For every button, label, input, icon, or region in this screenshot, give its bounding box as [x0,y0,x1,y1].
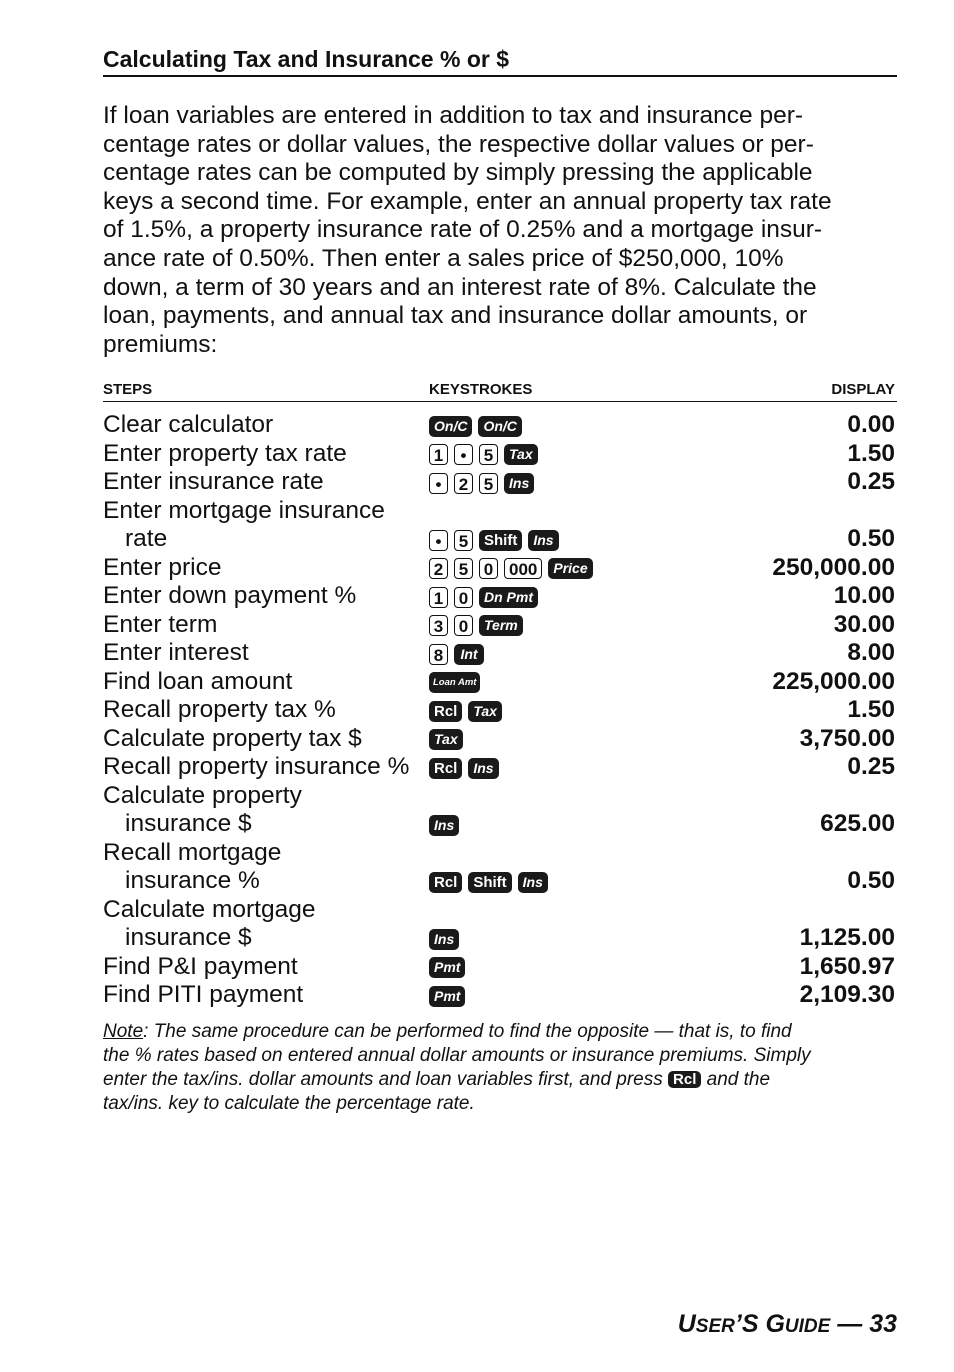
section-title: Calculating Tax and Insurance % or $ [103,44,897,77]
keystrokes [429,929,459,950]
header-keystrokes: KEYSTROKES [429,381,533,398]
step-text: Find P&I payment [103,952,298,980]
step-label [103,839,281,896]
key-0-icon: 0 [479,558,498,579]
steps-table [103,411,897,1010]
key-0-icon: 0 [454,587,473,608]
key-2-icon: 2 [429,558,448,579]
intro-line: centage rates can be computed by simply pressing the applicable [103,159,813,187]
keystrokes [429,758,499,779]
key-decimal-icon: • [454,444,473,465]
keystrokes [429,986,465,1007]
display-value: 8.00 [847,639,895,666]
keystrokes [429,587,538,608]
key-0-icon: 0 [454,615,473,636]
display-value: 0.25 [847,468,895,495]
keystrokes [429,615,523,636]
display-value: 30.00 [833,610,895,638]
step-text: insurance % [125,867,260,894]
intro-line: centage rates or dollar values, the respective dollar values or per- [103,130,814,158]
keystrokes [429,957,465,978]
step-label [103,611,217,640]
table-header [103,378,897,402]
table-row [103,497,897,554]
key-term-icon: Term [479,615,523,636]
step-text: Clear calculator [103,411,274,438]
step-label [103,981,303,1010]
step-text: Enter down payment % [103,582,357,609]
key-int-icon: Int [454,644,484,665]
note-line-2: the % rates based on entered annual dollar amounts or insurance premiums. Simply [103,1045,811,1066]
key-ins-icon: Ins [518,872,548,893]
header-steps: STEPS [103,381,153,398]
step-text: insurance $ [125,924,252,951]
key-loan-amt-icon: Loan Amt [429,672,480,693]
step-text: rate [125,525,168,552]
step-label [103,639,249,668]
display-value: 1.50 [847,696,895,723]
step-label [103,554,221,583]
table-row [103,782,897,839]
intro-line: keys a second time. For example, enter an annual property tax rate [103,187,832,215]
table-row [103,639,897,668]
table-row [103,753,897,782]
note-label: Note [103,1021,144,1042]
intro-paragraph [103,102,897,359]
keystrokes [429,729,463,750]
display-value: 0.00 [847,411,895,438]
key-tax-icon: Tax [429,729,463,750]
display-value: 0.50 [847,525,895,552]
intro-line: If loan variables are entered in addition to tax and insurance per- [103,102,804,129]
note-line-4: tax/ins. key to calculate the percentage rate. [103,1093,475,1114]
display-value: 0.25 [847,753,895,780]
step-label [103,725,362,754]
key-000-icon: 000 [504,558,542,579]
display-value: 0.50 [847,867,895,894]
key-ins-icon: Ins [528,530,558,551]
page-footer: USER’S GUIDE — 33 [677,1310,897,1338]
table-row [103,981,897,1010]
display-value: 1,650.97 [799,952,895,980]
step-text: Calculate mortgage [103,895,316,923]
table-row [103,839,897,896]
table-row [103,554,897,583]
key-pmt-icon: Pmt [429,957,465,978]
rcl-key-icon: Rcl [668,1071,701,1088]
keystrokes [429,872,548,893]
step-label [103,497,385,554]
key-rcl-icon: Rcl [429,758,462,779]
table-row [103,953,897,982]
display-value: 225,000.00 [772,667,895,695]
step-text: Find loan amount [103,667,293,695]
table-row [103,696,897,725]
key-5-icon: 5 [454,558,473,579]
keystrokes [429,672,480,693]
keystrokes [429,558,593,579]
display-value: 625.00 [820,810,895,837]
step-text: Enter property tax rate [103,439,347,467]
note-paragraph [103,1020,897,1116]
step-text: Recall property tax % [103,696,336,723]
keystrokes [429,644,484,665]
intro-line: ance rate of 0.50%. Then enter a sales price of $250,000, 10% [103,244,784,272]
step-text: Calculate property [103,781,302,809]
table-row [103,411,897,440]
key-ins-icon: Ins [468,758,498,779]
table-row [103,582,897,611]
key-decimal-icon: • [429,530,448,551]
step-text: Enter insurance rate [103,468,324,495]
key-5-icon: 5 [479,444,498,465]
step-label [103,582,356,611]
key-shift-icon: Shift [468,872,511,893]
keystrokes [429,444,538,465]
step-text: Find PITI payment [103,981,304,1008]
step-label [103,782,302,839]
key-pmt-icon: Pmt [429,986,465,1007]
step-text: Enter mortgage insurance [103,496,385,524]
key-ins-icon: Ins [429,929,459,950]
key-2-icon: 2 [454,473,473,494]
table-row [103,725,897,754]
key-ins-icon: Ins [429,815,459,836]
display-value: 250,000.00 [772,553,895,581]
key-shift-icon: Shift [479,530,522,551]
header-display: DISPLAY [831,381,895,398]
key-5-icon: 5 [454,530,473,551]
key-8-icon: 8 [429,644,448,665]
table-row [103,896,897,953]
step-text: Recall property insurance % [103,753,410,780]
keystrokes [429,530,559,551]
intro-line: loan, payments, and annual tax and insurance dollar amounts, or [103,302,808,330]
step-text: Enter price [103,553,222,581]
table-row [103,611,897,640]
step-text: Calculate property tax $ [103,724,362,752]
note-line-3: enter the tax/ins. dollar amounts and loan variables first, and press [103,1069,663,1090]
key-1-icon: 1 [429,587,448,608]
step-label [103,411,273,440]
step-label [103,440,347,469]
step-text: Enter interest [103,639,249,666]
display-value: 1.50 [847,439,895,467]
note-line-3-end: and the [706,1069,771,1090]
note-line-1: : The same procedure can be performed to find the opposite — that is, to find [143,1021,792,1042]
key-tax-icon: Tax [504,444,538,465]
table-row [103,668,897,697]
key-decimal-icon: • [429,473,448,494]
step-label [103,468,324,497]
step-text: insurance $ [125,810,252,837]
key-rcl-icon: Rcl [429,872,462,893]
keystrokes [429,815,459,836]
table-row [103,440,897,469]
display-value: 2,109.30 [799,981,895,1008]
key-on-c-icon: On/C [478,416,521,437]
display-value: 3,750.00 [799,724,895,752]
key-5-icon: 5 [479,473,498,494]
key-price-icon: Price [548,558,592,579]
key-tax-icon: Tax [468,701,502,722]
intro-line: down, a term of 30 years and an interest rate of 8%. Calculate the [103,273,817,301]
step-text: Enter term [103,610,218,638]
keystrokes [429,416,522,437]
step-label [103,668,292,697]
intro-line: of 1.5%, a property insurance rate of 0.25% and a mortgage insur- [103,216,823,244]
key-rcl-icon: Rcl [429,701,462,722]
key-ins-icon: Ins [504,473,534,494]
keystrokes [429,473,534,494]
table-row [103,468,897,497]
step-label [103,953,298,982]
step-label [103,696,336,725]
keystrokes [429,701,502,722]
key-dn-pmt-icon: Dn Pmt [479,587,538,608]
intro-line: premiums: [103,330,218,358]
key-3-icon: 3 [429,615,448,636]
display-value: 1,125.00 [799,924,895,951]
key-on-c-icon: On/C [429,416,472,437]
key-1-icon: 1 [429,444,448,465]
step-label [103,753,409,782]
step-label [103,896,315,953]
step-text: Recall mortgage [103,838,282,866]
display-value: 10.00 [833,582,895,609]
